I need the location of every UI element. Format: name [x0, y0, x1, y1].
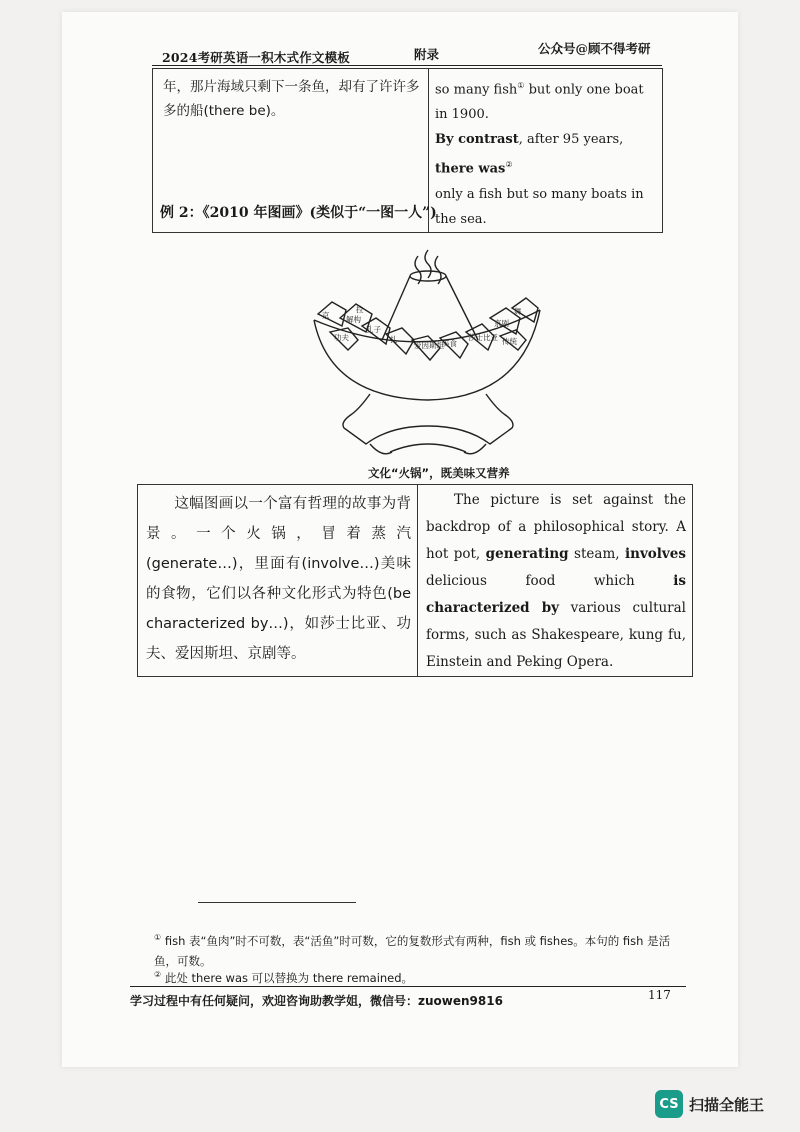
table2-en-text-1: The picture is set against the backdrop of a philosophical story. A hot pot,	[426, 492, 686, 562]
table2-en-bold-3: is characterized by	[426, 573, 686, 616]
watermark-text: 扫描全能王	[689, 1095, 765, 1114]
table2-en-text-3: delicious food which	[426, 573, 674, 589]
footnote-rule	[198, 902, 356, 903]
table1-en-text-4: only a fish but so many boats in the sea.	[435, 186, 644, 227]
table1-en-bold-2: there was	[435, 161, 506, 177]
food-label: 解构	[346, 315, 361, 324]
food-label: 传统	[502, 337, 517, 346]
table1-en-text-2: but only one boat in 1900.	[435, 82, 644, 123]
table1-chinese-text: 年，那片海域只剩下一条鱼，却有了许许多多的船(there be)。	[163, 79, 420, 119]
camscanner-logo-icon: CS	[655, 1090, 683, 1118]
table2-en-text-4: various cultural forms, such as Shakespeare, kung fu, Einstein and Peking Opera.	[426, 600, 687, 670]
bilingual-table-2	[137, 484, 693, 677]
scanner-watermark	[655, 1090, 764, 1118]
table1-english-cell	[429, 69, 663, 233]
table2-english-cell	[418, 485, 693, 677]
food-label: 美食	[442, 339, 457, 348]
table2-en-bold-1: generating	[485, 546, 569, 562]
food-label: 爱因斯坦	[414, 341, 444, 350]
table2-en-bold-2: involves	[625, 546, 686, 562]
footnote-2-mark: ②	[154, 970, 162, 980]
stand-legs	[370, 444, 486, 454]
header-title: 2024考研英语一积木式作文模板	[162, 50, 350, 65]
table2-chinese-text: 这幅图画以一个富有哲理的故事为背景。一个火锅，冒着蒸汽(generate…)，里面有(involve…)美味的食物，它们以各种文化形式为特色(be characterized by…)，如莎士比亚、功夫、爱因斯坦、京剧等。	[146, 496, 411, 662]
page-number: 117	[648, 988, 671, 1002]
figure-caption: 文化“火锅”，既美味又营养	[368, 466, 510, 480]
table2-en-text-2: steam,	[568, 546, 626, 562]
steam-line-2	[425, 250, 431, 278]
example-title: 例 2：《2010 年图画》(类似于“一图一人”)	[160, 205, 437, 221]
footer-rule	[130, 986, 686, 987]
food-label: 京	[322, 311, 330, 320]
footnote-1-text: fish 表“鱼肉”时不可数，表“活鱼”时可数，它的复数形式有两种，fish 或 fishes。本句的 fish 是活鱼，可数。	[154, 933, 671, 968]
table2-chinese-cell	[138, 485, 418, 677]
footnote-ref-1: ①	[517, 81, 525, 90]
footnote-2-text: 此处 there was 可以替换为 there remained。	[161, 971, 414, 985]
header-rule	[152, 65, 662, 66]
food-label: 舞	[514, 307, 522, 316]
table1-en-text-1: so many fish	[435, 82, 518, 98]
table1-en-bold-1: By contrast	[435, 132, 519, 148]
food-label: 功夫	[334, 333, 349, 342]
footnote-ref-2: ②	[505, 160, 513, 170]
food-label: 孔子	[366, 325, 381, 334]
table1-en-text-3: , after 95 years,	[518, 132, 624, 148]
food-label: 莎士比亚	[468, 333, 498, 342]
footnote-1-mark: ①	[154, 933, 162, 942]
footer-contact: 学习过程中有任何疑问，欢迎咨询助教学姐，微信号：zuowen9816	[130, 994, 503, 1008]
hotpot-illustration	[300, 248, 545, 460]
header-section: 附录	[414, 47, 440, 62]
food-label: 京剧	[494, 319, 509, 328]
footnote-2	[154, 970, 413, 986]
stand-arch	[390, 444, 466, 452]
header-account: 公众号@顾不得考研	[538, 41, 651, 56]
pot-stand	[343, 394, 513, 444]
food-label: 拉	[356, 305, 364, 314]
footnote-1	[154, 928, 684, 971]
food-label: 扎	[390, 335, 398, 344]
